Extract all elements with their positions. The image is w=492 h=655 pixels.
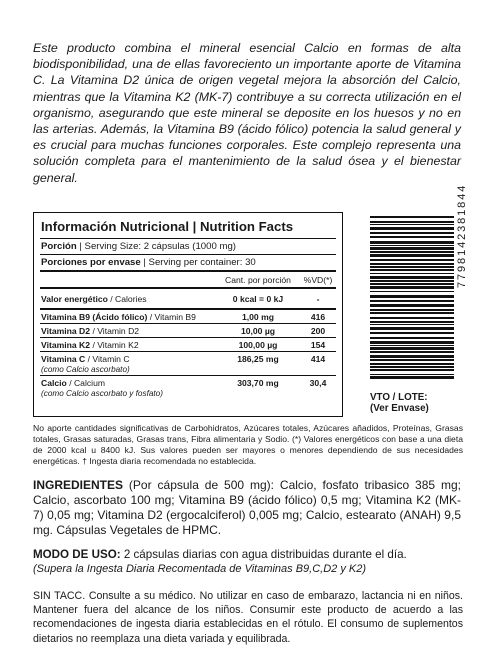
ingredients-label: INGREDIENTES — [33, 478, 124, 492]
nutrient-vd: 416 — [310, 312, 326, 322]
barcode — [370, 214, 454, 380]
table-row — [40, 375, 336, 399]
per-container-value: | Serving per container: 30 — [143, 257, 256, 268]
barcode-bar — [370, 363, 454, 365]
barcode-bar — [370, 351, 454, 353]
portion-label: Porción — [41, 241, 77, 252]
barcode-bar — [370, 312, 454, 314]
barcode-bar — [370, 317, 454, 319]
barcode-bar — [370, 366, 454, 368]
barcode-bar — [370, 321, 454, 323]
ingredients — [33, 478, 461, 538]
nutrition-facts-table — [33, 212, 343, 417]
barcode-bar — [370, 283, 454, 285]
nutrient-vd: 200 — [310, 326, 326, 336]
barcode-bar — [370, 374, 454, 375]
expiry-lot-note: (Ver Envase) — [370, 403, 429, 414]
nutrient-en: / Vitamin D2 — [92, 326, 140, 336]
nutrient-name: Calcio — [41, 378, 67, 388]
barcode-bar — [370, 254, 454, 257]
barcode-bar — [370, 286, 454, 289]
barcode-bar — [370, 359, 454, 361]
barcode-bar — [370, 291, 454, 292]
barcode-bar — [370, 304, 454, 307]
vd-column-header: %VD(*) — [303, 275, 333, 285]
nutrient-name: Vitamina B9 (Ácido fólico) — [41, 312, 148, 322]
nutrient-source: (como Calcio ascorbato y fosfato) — [41, 389, 163, 398]
portion-line — [34, 239, 342, 254]
nutrient-vd: - — [316, 294, 320, 304]
barcode-bar — [370, 266, 454, 268]
barcode-bar — [370, 227, 454, 230]
nutrient-amount: 10,00 µg — [240, 326, 276, 336]
barcode-bar — [370, 327, 454, 330]
nutrient-en: / Calories — [110, 294, 147, 304]
nutrient-vd: 154 — [310, 340, 326, 350]
per-container-label: Porciones por envase — [41, 257, 141, 268]
barcode-bar — [370, 245, 454, 246]
barcode-bar — [370, 232, 454, 234]
usage-label: MODO DE USO: — [33, 548, 121, 561]
barcode-bar — [370, 224, 454, 225]
amount-column-header: Cant. por porción — [225, 275, 291, 285]
barcode-bar — [370, 236, 454, 238]
table-row — [40, 292, 336, 305]
nutrient-amount: 303,70 mg — [237, 378, 279, 388]
nutrient-source: (como Calcio ascorbato) — [41, 365, 130, 374]
expiry-lot-label: VTO / LOTE: — [370, 392, 428, 403]
nutrient-name: Valor energético — [41, 294, 108, 304]
barcode-bar — [370, 347, 454, 350]
nutrition-title: Información Nutricional | Nutrition Facts — [41, 219, 294, 234]
nutrient-amount: 186,25 mg — [237, 354, 279, 364]
barcode-bar — [370, 276, 454, 279]
product-description: Este producto combina el mineral esencial Calcio en formas de alta biodisponibilidad, una de ellas favoreciento un importante aporte de Vitamina C. La Vitamina D2 única de origen vegetal mejora la absorción del Calcio, mientras que la Vitamina K2 (MK-7) contribuye a su correcta utilización en el organismo, asegurando que este mineral se deposite en los huesos y no en las arterias. Además, la Vitamina B9 (ácido fólico) potencia la salud general y es crucial para muchas funciones corporales. Este complejo representa una solución completa para el mantenimiento de la salud ósea y el bienestar general. — [33, 41, 461, 185]
nutrient-name: Vitamina D2 — [41, 326, 91, 336]
warnings: SIN TACC. Consulte a su médico. No utilizar en caso de embarazo, lactancia ni en niños. Mantener fuera del alcance de los niños. Consumir este producto de acuerdo a las recomendaciones de ingesta diaria establecidas en el rótulo. El consumo de suplementos dietarios no reemplaza una dieta variada y equilibrada. — [33, 590, 463, 645]
barcode-bar — [370, 295, 454, 298]
barcode-bar — [370, 300, 454, 302]
barcode-bar — [370, 337, 454, 339]
barcode-bar — [370, 341, 454, 344]
nutrient-en: / Vitamin B9 — [149, 312, 196, 322]
barcode-bar — [370, 221, 454, 223]
divider — [40, 287, 336, 289]
barcode-bar — [370, 332, 454, 334]
nutrient-name: Vitamina C — [41, 354, 86, 364]
barcode-bar — [370, 269, 454, 271]
barcode-bar — [370, 324, 454, 325]
per-container-line — [34, 255, 342, 270]
barcode-bar — [370, 345, 454, 346]
expiry-lot — [370, 392, 429, 414]
table-row — [40, 351, 336, 375]
nutrient-en: / Vitamin K2 — [92, 340, 139, 350]
nutrient-name: Vitamina K2 — [41, 340, 91, 350]
table-row — [40, 337, 336, 351]
barcode-bar — [370, 259, 454, 261]
ingredients-text: (Por cápsula de 500 mg): Calcio, fosfato tribasico 385 mg; Calcio, ascorbato 100 mg; Vitamina B9 (ácido fólico) 0,5 mg; Vitamina K2 (MK-7) 0,05 mg; Vitamina D2 (ergocalciferol) 0,005 mg; Calcio, estearato (ANAH) 9,5 mg. Cápsulas Vegetales de HPMC. — [33, 478, 461, 537]
table-header — [34, 272, 342, 287]
table-row — [40, 310, 336, 323]
nutrient-amount: 1,00 mg — [241, 312, 274, 322]
portion-value: | Serving Size: 2 cápsulas (1000 mg) — [79, 241, 236, 252]
nutrition-footnote: No aporte cantidades significativas de Carbohidratos, Azúcares totales, Azúcares añadidos, Proteínas, Grasas totales, Grasas saturadas, Grasas trans, Fibra alimentaria y Sodio. (*) Valores energéticos con base a una dieta de 2000 kcal u 8400 kJ. Sus valores pueden ser mayores o menores dependiendo de sus necesidades energéticas. † Ingesta diaria recomendada no establecida. — [33, 423, 463, 466]
barcode-bar — [370, 216, 454, 218]
barcode-bar — [370, 263, 454, 265]
nutrient-vd: 30,4 — [309, 378, 327, 388]
barcode-bar — [370, 273, 454, 274]
barcode-bar — [370, 247, 454, 250]
nutrient-vd: 414 — [310, 354, 326, 364]
nutrient-amount: 100,00 µg — [238, 340, 278, 350]
usage-text: 2 cápsulas diarias con agua distribuidas durante el día. — [120, 548, 407, 561]
barcode-bar — [370, 251, 454, 253]
table-row — [40, 323, 336, 337]
nutrient-amount: 0 kcal = 0 kJ — [232, 294, 284, 304]
usage — [33, 548, 461, 576]
usage-note: (Supera la Ingesta Diaria Recomentada de Vitaminas B9,C,D2 y K2) — [33, 563, 367, 575]
barcode-bar — [370, 280, 454, 282]
barcode-bar — [370, 376, 454, 379]
nutrient-en: / Vitamin C — [87, 354, 130, 364]
barcode-bar — [370, 355, 454, 358]
barcode-number: 7798142381844 — [456, 183, 468, 288]
nutrient-en: / Calcium — [69, 378, 106, 388]
barcode-bar — [370, 309, 454, 311]
barcode-bar — [370, 369, 454, 371]
barcode-bar — [370, 241, 454, 244]
